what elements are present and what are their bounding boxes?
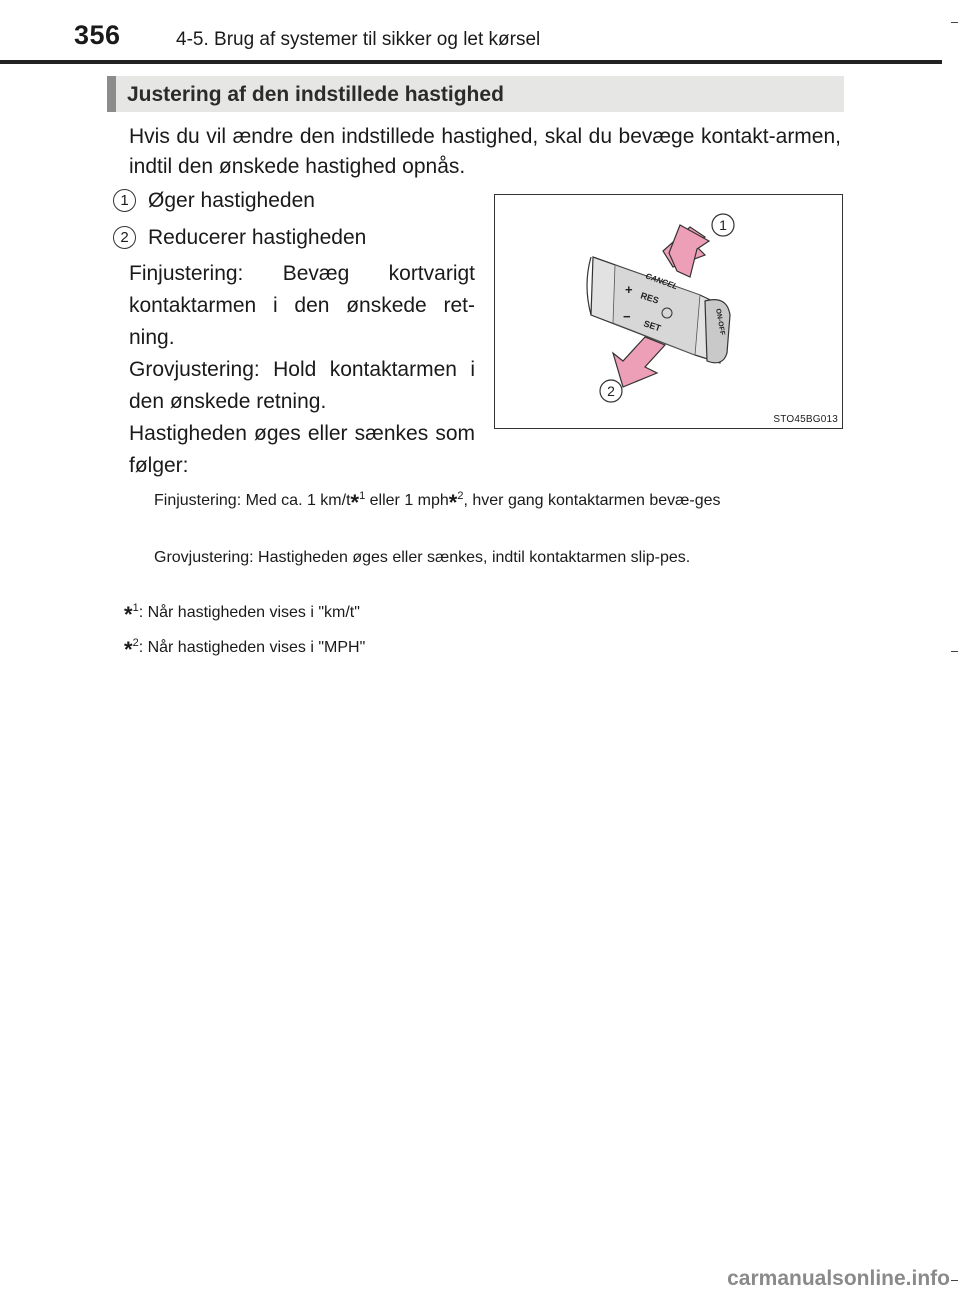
cancel-label: CANCEL (644, 271, 679, 292)
fine-detail-c: , hver gang kontaktarmen bevæ-ges (463, 492, 721, 509)
chapter-title: 4-5. Brug af systemer til sikker og let kørsel (176, 29, 541, 50)
footnote-2-text: : Når hastigheden vises i "MPH" (138, 639, 366, 656)
callout-1-label: 1 (719, 217, 727, 233)
lever-drawing (495, 195, 842, 428)
speed-change-paragraph: Hastigheden øges eller sænkes som følger: (129, 422, 475, 477)
crop-mark (951, 22, 958, 23)
fine-detail-b: eller 1 mph (365, 492, 449, 509)
item-label: Reducerer hastigheden (148, 226, 367, 249)
section-accent (107, 76, 116, 112)
footnote-1-text: : Når hastigheden vises i "km/t" (138, 604, 360, 621)
list-item-decrease (113, 223, 366, 253)
footnote-ref-2: 2 (457, 490, 464, 502)
footnote-2 (124, 634, 366, 662)
list-item-increase (113, 186, 315, 216)
footnote-num-1: 1 (132, 602, 139, 614)
crop-mark (951, 1280, 958, 1281)
footnote-1 (124, 599, 360, 627)
number-badge: 2 (113, 226, 136, 249)
watermark: carmanualsonline.info (727, 1267, 950, 1290)
page-number: 356 (74, 20, 121, 50)
item-label: Øger hastigheden (148, 189, 315, 212)
footnote-ref-1: 1 (359, 490, 366, 502)
asterisk: * (448, 490, 458, 515)
coarse-adjust-paragraph: Grovjustering: Hold kontaktarmen i den ønskede retning. (129, 358, 475, 413)
figure-code: STO45BG013 (773, 414, 838, 425)
fine-detail (154, 487, 840, 515)
intro-paragraph: Hvis du vil ændre den indstillede hastighed, skal du bevæge kontakt-armen, indtil den ønskede hastighed opnås. (129, 125, 841, 178)
lever-end (587, 257, 591, 315)
res-label: RES (639, 290, 661, 306)
decrease-arrow-icon (613, 337, 665, 387)
asterisk: * (350, 490, 360, 515)
onoff-label: ON-OFF (714, 308, 726, 336)
increase-arrow-icon (669, 225, 709, 277)
section-title: Justering af den indstillede hastighed (127, 83, 504, 106)
footnote-num-2: 2 (132, 637, 139, 649)
header-rule (0, 60, 942, 64)
coarse-detail: Grovjustering: Hastigheden øges eller sænkes, indtil kontaktarmen slip-pes. (154, 549, 691, 566)
set-label: SET (642, 318, 663, 334)
lever-illustration (494, 194, 843, 429)
fine-adjust-paragraph: Finjustering: Bevæg kortvarigt kontaktarmen i den ønskede ret-ning. (129, 262, 475, 349)
fine-detail-a: Finjustering: Med ca. 1 km/t (154, 492, 351, 509)
crop-mark (951, 651, 958, 652)
asterisk: * (124, 637, 133, 662)
callout-2-label: 2 (607, 383, 615, 399)
asterisk: * (124, 602, 133, 627)
section-heading (107, 76, 844, 112)
minus-label: − (623, 309, 631, 324)
number-badge: 1 (113, 189, 136, 212)
plus-label: + (625, 282, 633, 297)
